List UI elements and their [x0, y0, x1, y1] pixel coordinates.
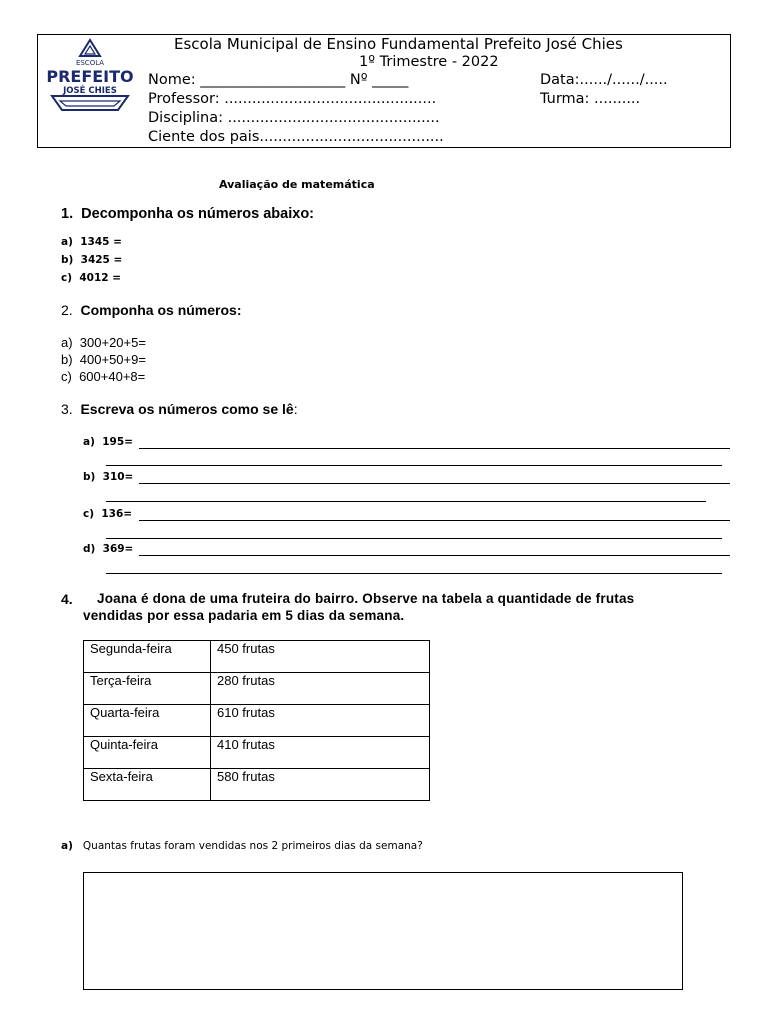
table-cell-qty: 580 frutas [211, 769, 430, 801]
q3-item-c: c) 136= [83, 508, 133, 520]
table-cell-day: Terça-feira [84, 673, 211, 705]
answer-line[interactable] [139, 508, 730, 521]
q1-item-c: c) 4012 = [61, 272, 122, 284]
answer-line[interactable] [106, 561, 722, 574]
professor-field[interactable]: Professor: .............................................. [148, 91, 437, 107]
q2-item-b: b) 400+50+9= [61, 352, 146, 367]
table-cell-day: Quinta-feira [84, 737, 211, 769]
answer-line[interactable] [106, 489, 706, 502]
disciplina-field[interactable]: Disciplina: .............................................. [148, 110, 440, 126]
q1-item-a: a) 1345 = [61, 236, 122, 248]
q1-heading [61, 206, 314, 222]
ciente-field[interactable]: Ciente dos pais........................................ [148, 129, 444, 145]
term: 1º Trimestre - 2022 [359, 54, 499, 70]
q3-item-b: b) 310= [83, 471, 134, 483]
table-row [84, 641, 430, 673]
q4-number: 4. [61, 591, 73, 607]
q3-item-a: a) 195= [83, 436, 133, 448]
page-title: Avaliação de matemática [219, 178, 375, 191]
q2-heading [61, 302, 241, 318]
q3-item-d: d) 369= [83, 543, 134, 555]
q4-text-line2: vendidas por essa padaria em 5 dias da semana. [83, 608, 405, 623]
table-row [84, 705, 430, 737]
table-cell-day: Segunda-feira [84, 641, 211, 673]
table-cell-day: Sexta-feira [84, 769, 211, 801]
answer-line[interactable] [139, 471, 730, 484]
table-row [84, 769, 430, 801]
q2-item-a: a) 300+20+5= [61, 335, 146, 350]
answer-box[interactable] [83, 872, 683, 990]
table-cell-day: Quarta-feira [84, 705, 211, 737]
answer-line[interactable] [139, 543, 730, 556]
q2-number: 2. [61, 302, 73, 318]
table-cell-qty: 450 frutas [211, 641, 430, 673]
logo-line3: JOSÉ CHIES [63, 86, 117, 96]
q1-item-b: b) 3425 = [61, 254, 123, 266]
table-row [84, 673, 430, 705]
q3-number: 3. [61, 401, 73, 417]
nome-field[interactable]: Nome: ____________________ Nº _____ [148, 72, 409, 88]
q1-number: 1. [61, 206, 74, 222]
turma-field[interactable]: Turma: .......... [540, 91, 641, 107]
table-cell-qty: 280 frutas [211, 673, 430, 705]
table-row [84, 737, 430, 769]
q3-heading: 3. Escreva os números como se lê: [61, 401, 298, 417]
school-logo [44, 38, 136, 118]
q1-text: Decomponha os números abaixo: [81, 206, 315, 222]
table-cell-qty: 410 frutas [211, 737, 430, 769]
table-cell-qty: 610 frutas [211, 705, 430, 737]
logo-line1: ESCOLA [75, 59, 105, 67]
q4-sub-a: a) Quantas frutas foram vendidas nos 2 primeiros dias da semana? [61, 840, 423, 852]
q2-text: Componha os números: [80, 302, 242, 318]
q2-item-c: c) 600+40+8= [61, 369, 146, 384]
answer-line[interactable] [106, 453, 722, 466]
answer-line[interactable] [139, 436, 730, 449]
q3-text: Escreva os números como se lê [80, 401, 294, 417]
fruit-sales-table [83, 640, 430, 801]
school-name: Escola Municipal de Ensino Fundamental Prefeito José Chies [174, 35, 623, 53]
answer-line[interactable] [106, 526, 722, 539]
logo-line2: PREFEITO [46, 67, 134, 86]
q4-text-line1: Joana é dona de uma fruteira do bairro. Observe na tabela a quantidade de frutas [97, 591, 635, 606]
data-field[interactable]: Data:....../....../..... [540, 72, 668, 88]
